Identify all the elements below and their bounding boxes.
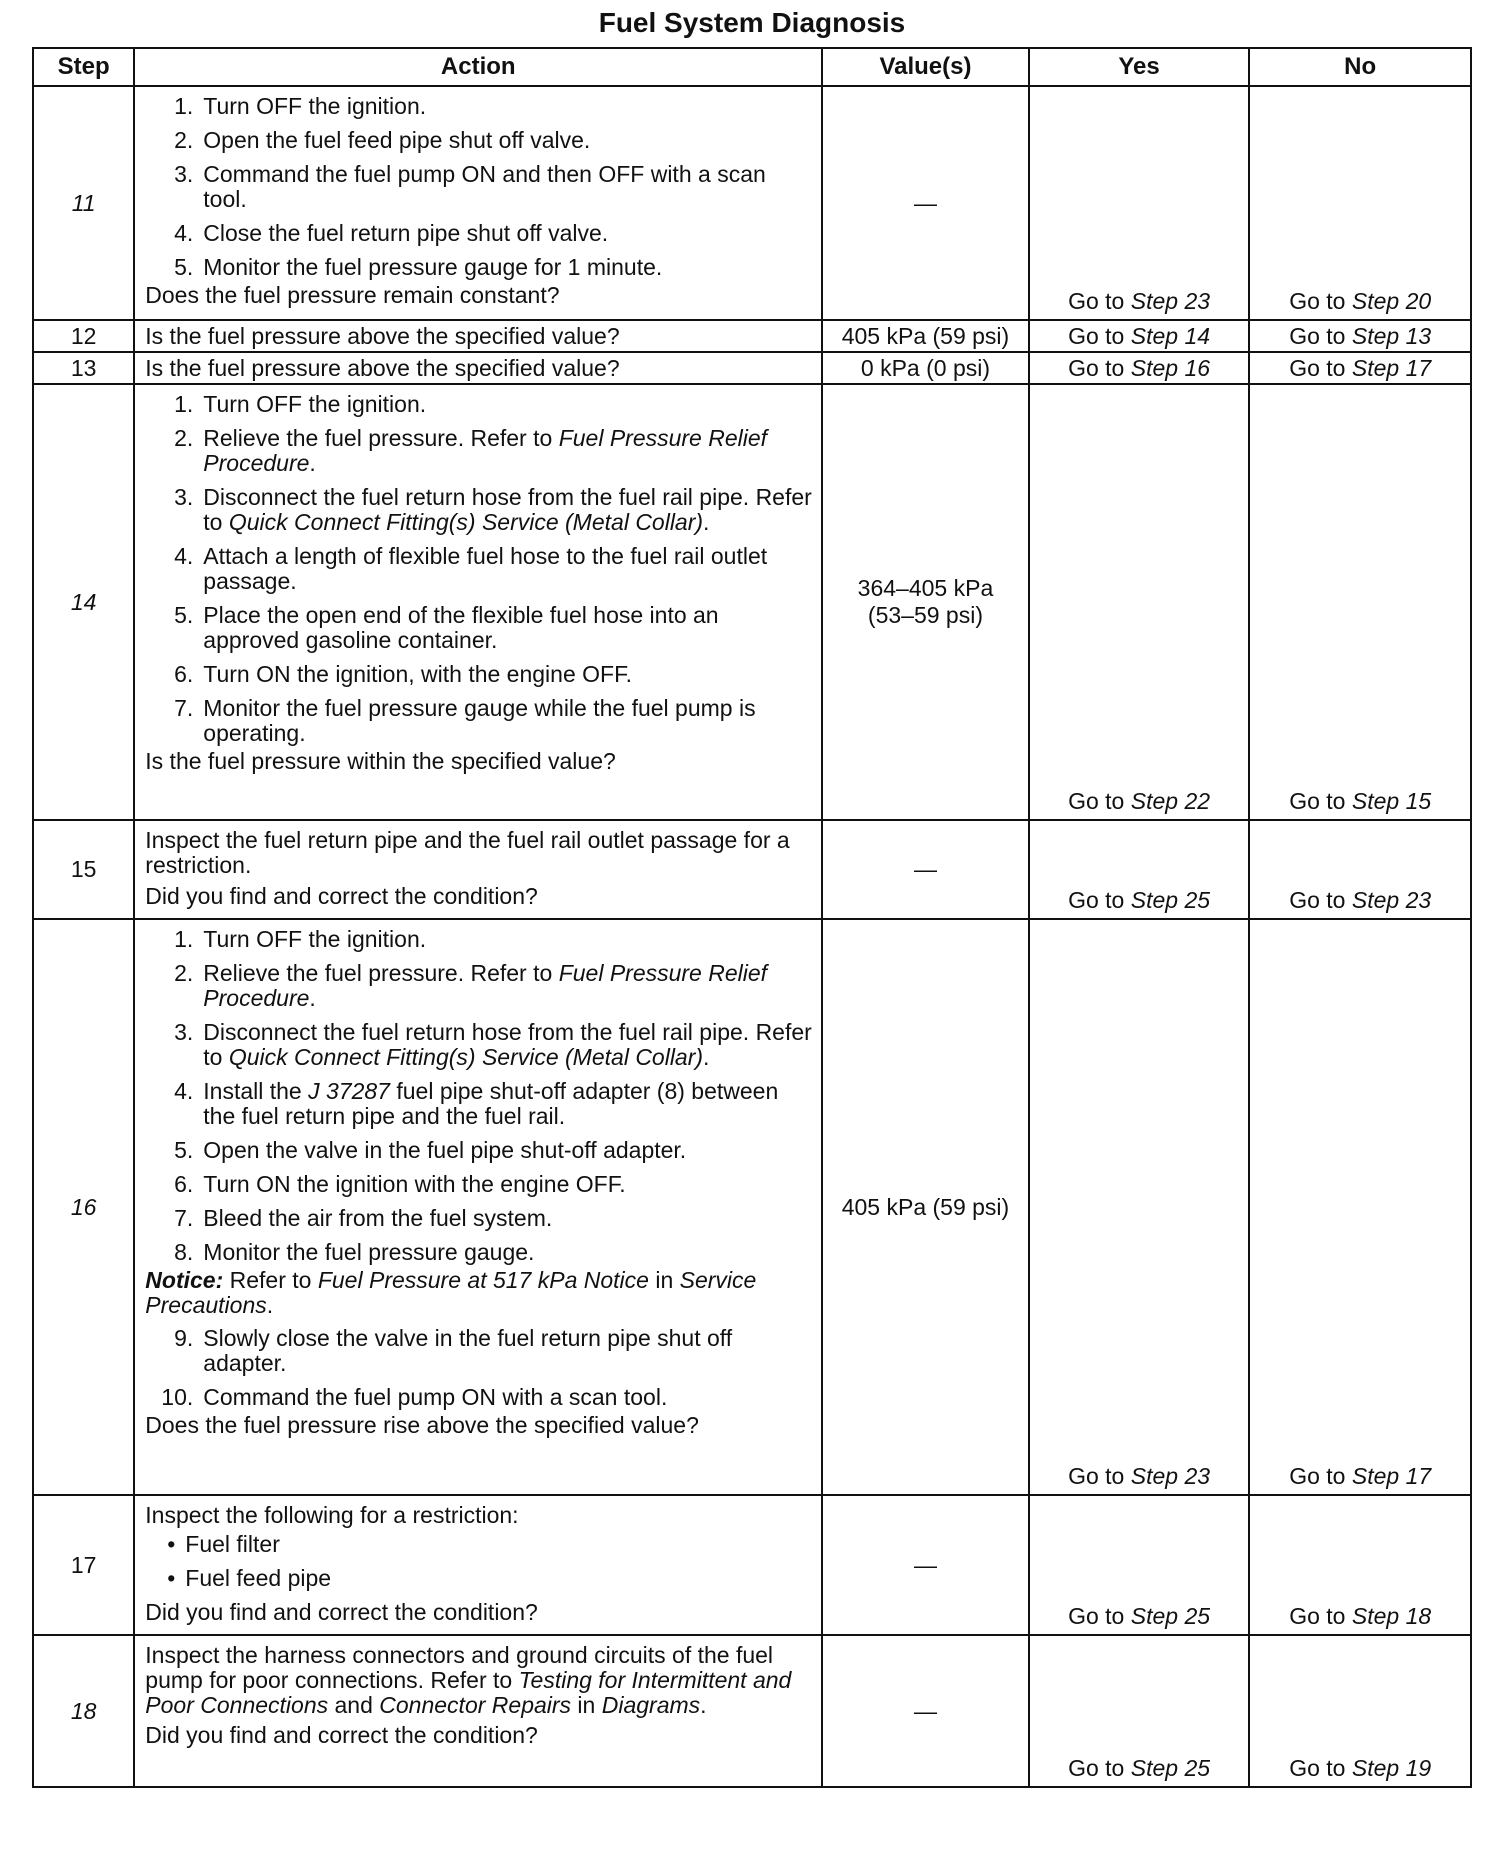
value-cell: 405 kPa (59 psi) (822, 919, 1029, 1495)
no-cell: Go to Step 20 (1249, 86, 1471, 320)
diagnosis-table (32, 47, 1472, 1788)
list-item: • Fuel filter (167, 1531, 280, 1557)
list-item: 1. Turn OFF the ignition. (174, 93, 427, 119)
value-cell: — (822, 820, 1029, 919)
table-row (33, 352, 1471, 384)
header-yes: Yes (1029, 48, 1250, 86)
list-item: 2. Open the fuel feed pipe shut off valve. (174, 127, 591, 153)
yes-cell: Go to Step 25 (1029, 1495, 1250, 1635)
list-item: 5. Place the open end of the flexible fuel hose into an approved gasoline container. (174, 602, 719, 653)
list-item: 8. Monitor the fuel pressure gauge. (174, 1239, 535, 1265)
no-cell: Go to Step 18 (1249, 1495, 1471, 1635)
list-item: 1. Turn OFF the ignition. (174, 391, 427, 417)
list-item: 6. Turn ON the ignition, with the engine OFF. (174, 661, 632, 687)
no-cell: Go to Step 13 (1249, 320, 1471, 352)
table-row (33, 1495, 1471, 1635)
table-row (33, 320, 1471, 352)
value-cell: — (822, 86, 1029, 320)
table-row (33, 820, 1471, 919)
list-item: 4. Install the J 37287 fuel pipe shut-off adapter (8) between the fuel return pipe and the fuel rail. (174, 1078, 779, 1129)
instruction-text: Inspect the fuel return pipe and the fuel rail outlet passage for a restriction. (145, 827, 790, 878)
question: Does the fuel pressure rise above the specified value? (145, 1412, 699, 1438)
yes-cell: Go to Step 14 (1029, 320, 1250, 352)
list-item: 3. Disconnect the fuel return hose from the fuel rail pipe. Refer to Quick Connect Fitting(s) Service (Metal Collar). (174, 1019, 812, 1070)
question: Did you find and correct the condition? (145, 1599, 538, 1625)
value-cell: — (822, 1495, 1029, 1635)
list-item: 5. Monitor the fuel pressure gauge for 1 minute. (174, 254, 663, 280)
no-cell: Go to Step 17 (1249, 919, 1471, 1495)
question: Did you find and correct the condition? (145, 883, 538, 909)
value-cell: — (822, 1635, 1029, 1787)
action-cell (134, 1635, 822, 1787)
step-number: 17 (33, 1495, 134, 1635)
table-row (33, 1635, 1471, 1787)
table-row (33, 384, 1471, 820)
notice: Notice: Refer to Fuel Pressure at 517 kPa Notice in Service Precautions. (145, 1267, 757, 1318)
action-cell (134, 919, 822, 1495)
yes-cell: Go to Step 25 (1029, 820, 1250, 919)
table-row (33, 919, 1471, 1495)
question: Is the fuel pressure within the specified value? (145, 748, 616, 774)
table-header-row (33, 48, 1471, 86)
instruction-text: Inspect the following for a restriction: (145, 1502, 519, 1528)
list-item: 2. Relieve the fuel pressure. Refer to Fuel Pressure Relief Procedure. (174, 425, 768, 476)
yes-cell: Go to Step 16 (1029, 352, 1250, 384)
step-number: 11 (33, 86, 134, 320)
yes-cell: Go to Step 23 (1029, 86, 1250, 320)
yes-cell: Go to Step 23 (1029, 919, 1250, 1495)
value-cell: 405 kPa (59 psi) (822, 320, 1029, 352)
action-cell: Is the fuel pressure above the specified value? (134, 352, 822, 384)
list-item: 3. Disconnect the fuel return hose from the fuel rail pipe. Refer to Quick Connect Fitting(s) Service (Metal Collar). (174, 484, 812, 535)
header-step: Step (33, 48, 134, 86)
list-item: • Fuel feed pipe (167, 1565, 332, 1591)
step-number: 14 (33, 384, 134, 820)
step-number: 16 (33, 919, 134, 1495)
list-item: 9. Slowly close the valve in the fuel return pipe shut off adapter. (174, 1325, 733, 1376)
page-title: Fuel System Diagnosis (598, 7, 906, 38)
list-item: 4. Close the fuel return pipe shut off valve. (174, 220, 609, 246)
yes-cell: Go to Step 22 (1029, 384, 1250, 820)
list-item: 7. Monitor the fuel pressure gauge while the fuel pump is operating. (174, 695, 756, 746)
step-number: 18 (33, 1635, 134, 1787)
list-item: 5. Open the valve in the fuel pipe shut-off adapter. (174, 1137, 687, 1163)
value-cell: 364–405 kPa (53–59 psi) (822, 384, 1029, 820)
action-cell (134, 1495, 822, 1635)
instruction-text: Inspect the harness connectors and ground circuits of the fuel pump for poor connections. Refer to Testing for Intermittent and Poor Connections and Connector Repairs in Diagrams. (145, 1642, 792, 1718)
list-item: 2. Relieve the fuel pressure. Refer to Fuel Pressure Relief Procedure. (174, 960, 768, 1011)
yes-cell: Go to Step 25 (1029, 1635, 1250, 1787)
step-number: 12 (33, 320, 134, 352)
no-cell: Go to Step 19 (1249, 1635, 1471, 1787)
question: Does the fuel pressure remain constant? (145, 282, 560, 308)
list-item: 6. Turn ON the ignition with the engine OFF. (174, 1171, 626, 1197)
list-item: 4. Attach a length of flexible fuel hose to the fuel rail outlet passage. (174, 543, 768, 594)
header-action: Action (134, 48, 822, 86)
no-cell: Go to Step 23 (1249, 820, 1471, 919)
question: Did you find and correct the condition? (145, 1722, 538, 1748)
action-cell: Is the fuel pressure above the specified value? (134, 320, 822, 352)
list-item: 7. Bleed the air from the fuel system. (174, 1205, 553, 1231)
no-cell: Go to Step 15 (1249, 384, 1471, 820)
value-cell: 0 kPa (0 psi) (822, 352, 1029, 384)
action-cell (134, 86, 822, 320)
no-cell: Go to Step 17 (1249, 352, 1471, 384)
action-cell (134, 384, 822, 820)
list-item: 1. Turn OFF the ignition. (174, 926, 427, 952)
list-item: 10. Command the fuel pump ON with a scan tool. (161, 1384, 668, 1410)
step-number: 15 (33, 820, 134, 919)
table-row (33, 86, 1471, 320)
action-cell (134, 820, 822, 919)
list-item: 3. Command the fuel pump ON and then OFF with a scan tool. (174, 161, 766, 212)
step-number: 13 (33, 352, 134, 384)
header-no: No (1249, 48, 1471, 86)
header-values: Value(s) (822, 48, 1029, 86)
